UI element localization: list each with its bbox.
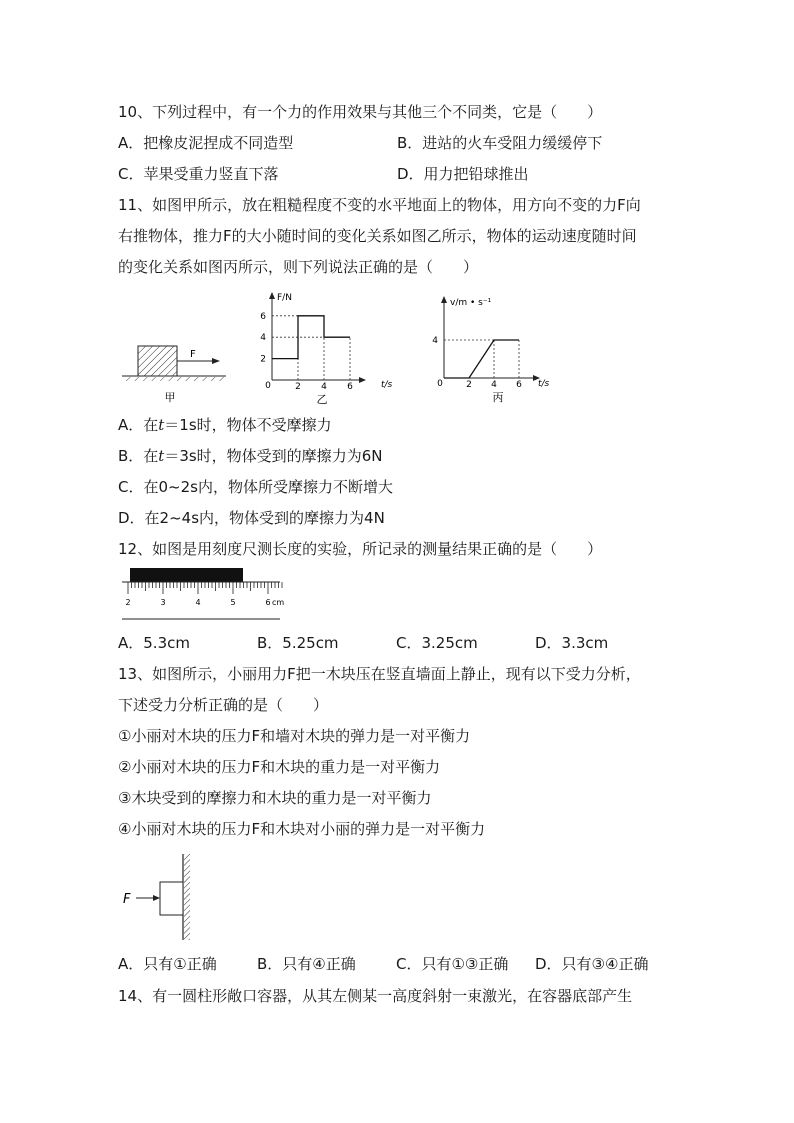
- x-tick-label-2: 2: [466, 380, 472, 390]
- x-axis-arrow: [359, 377, 366, 383]
- figure-yi-force-time-chart: [250, 288, 400, 408]
- q11-stem-line-1: 11、如图甲所示，放在粗糙程度不变的水平地面上的物体，用方向不变的力F向: [118, 196, 641, 214]
- wooden-block: [160, 882, 183, 915]
- q13-stem-line-2: 下述受力分析正确的是（ ）: [118, 696, 329, 714]
- y-axis-arrow: [269, 292, 275, 299]
- origin-label: 0: [265, 381, 271, 391]
- q10-option-c: C．苹果受重力竖直下落: [118, 165, 279, 183]
- q10-option-b: B．进站的火车受阻力缓缓停下: [397, 134, 603, 152]
- y-tick-label-4: 4: [260, 333, 266, 344]
- q10-option-d: D．用力把铅球推出: [397, 165, 529, 183]
- ground-hatch: [122, 377, 226, 381]
- force-arrow-head: [212, 358, 220, 364]
- q11-option-a-variable: t: [158, 416, 165, 434]
- q13-option-b: B．只有④正确: [257, 955, 356, 973]
- q11-stem-line-3: 的变化关系如图丙所示，则下列说法正确的是（ ）: [118, 258, 479, 276]
- q11-option-b-prefix: B．在: [118, 447, 159, 465]
- figure-jia: [118, 338, 228, 404]
- x-tick-label-6: 6: [347, 382, 353, 392]
- q12-stem: 12、如图是用刻度尺测长度的实验，所记录的测量结果正确的是（ ）: [118, 540, 603, 558]
- caption-bing: 丙: [492, 391, 504, 404]
- ruler-label-2: 2: [125, 598, 131, 607]
- q14-stem: 14、有一圆柱形敞口容器，从其左侧某一高度斜射一束激光，在容器底部产生: [118, 987, 633, 1005]
- ruler-label-4: 4: [195, 598, 201, 607]
- x-tick-label-2: 2: [295, 382, 301, 392]
- push-force-arrow-head: [153, 895, 160, 901]
- q11-option-a-text: ＝1s时，物体不受摩擦力: [164, 416, 332, 434]
- q13-statement-4: ④小丽对木块的压力F和木块对小丽的弹力是一对平衡力: [118, 820, 486, 838]
- ruler-label-5: 5: [230, 598, 236, 607]
- q11-option-a: [118, 414, 332, 436]
- q12-option-d: D．3.3cm: [535, 634, 609, 652]
- q12-option-a: A．5.3cm: [118, 634, 190, 652]
- q11-option-a-prefix: A．在: [118, 416, 159, 434]
- x-axis-label: t/s: [538, 379, 550, 389]
- wall-block-figure: [118, 852, 198, 944]
- q13-option-d: D．只有③④正确: [535, 955, 649, 973]
- ruler-figure: [118, 564, 298, 624]
- ruler-label-3: 3: [160, 598, 166, 607]
- caption-jia: 甲: [164, 391, 176, 404]
- q13-statement-2: ②小丽对木块的压力F和木块的重力是一对平衡力: [118, 758, 441, 776]
- y-tick-label-4: 4: [432, 336, 438, 346]
- q10-stem: 10、下列过程中，有一个力的作用效果与其他三个不同类，它是（ ）: [118, 103, 603, 121]
- q11-option-d: D．在2~4s内，物体受到的摩擦力为4N: [118, 509, 385, 527]
- q11-option-b: [118, 445, 382, 467]
- y-axis-label: v/m • s⁻¹: [450, 298, 492, 308]
- figure-bing-velocity-time-chart: [418, 290, 568, 408]
- q11-option-c: C．在0~2s内，物体所受摩擦力不断增大: [118, 478, 393, 496]
- q13-option-c: C．只有①③正确: [396, 955, 509, 973]
- x-tick-label-6: 6: [516, 380, 522, 390]
- block: [138, 346, 177, 376]
- velocity-series-line: [444, 340, 519, 378]
- y-axis-label: F/N: [277, 293, 292, 303]
- ruler-unit: cm: [272, 598, 285, 607]
- x-tick-label-4: 4: [491, 380, 497, 390]
- wall-hatch: [184, 854, 190, 940]
- q12-option-b: B．5.25cm: [257, 634, 339, 652]
- x-axis-label: t/s: [381, 380, 393, 390]
- q11-option-b-text: ＝3s时，物体受到的摩擦力为6N: [164, 447, 383, 465]
- q13-option-a: A．只有①正确: [118, 955, 217, 973]
- force-label: F: [190, 349, 196, 360]
- q13-statement-1: ①小丽对木块的压力F和墙对木块的弹力是一对平衡力: [118, 727, 471, 745]
- q13-statement-3: ③木块受到的摩擦力和木块的重力是一对平衡力: [118, 789, 432, 807]
- measured-object: [130, 568, 243, 582]
- caption-yi: 乙: [316, 393, 328, 406]
- q13-stem-line-1: 13、如图所示，小丽用力F把一木块压在竖直墙面上静止，现有以下受力分析，: [118, 665, 641, 683]
- q11-option-b-variable: t: [158, 447, 165, 465]
- push-force-label: F: [123, 892, 131, 907]
- force-series-line: [272, 316, 350, 359]
- ruler-label-6: 6: [265, 598, 271, 607]
- y-tick-label-2: 2: [260, 354, 266, 365]
- origin-label: 0: [437, 379, 443, 389]
- x-tick-label-4: 4: [321, 382, 327, 392]
- y-tick-label-6: 6: [260, 311, 266, 322]
- q10-option-a: A．把橡皮泥捏成不同造型: [118, 134, 294, 152]
- q12-option-c: C．3.25cm: [396, 634, 478, 652]
- q11-stem-line-2: 右推物体，推力F的大小随时间的变化关系如图乙所示，物体的运动速度随时间: [118, 227, 637, 245]
- y-axis-arrow: [441, 296, 447, 303]
